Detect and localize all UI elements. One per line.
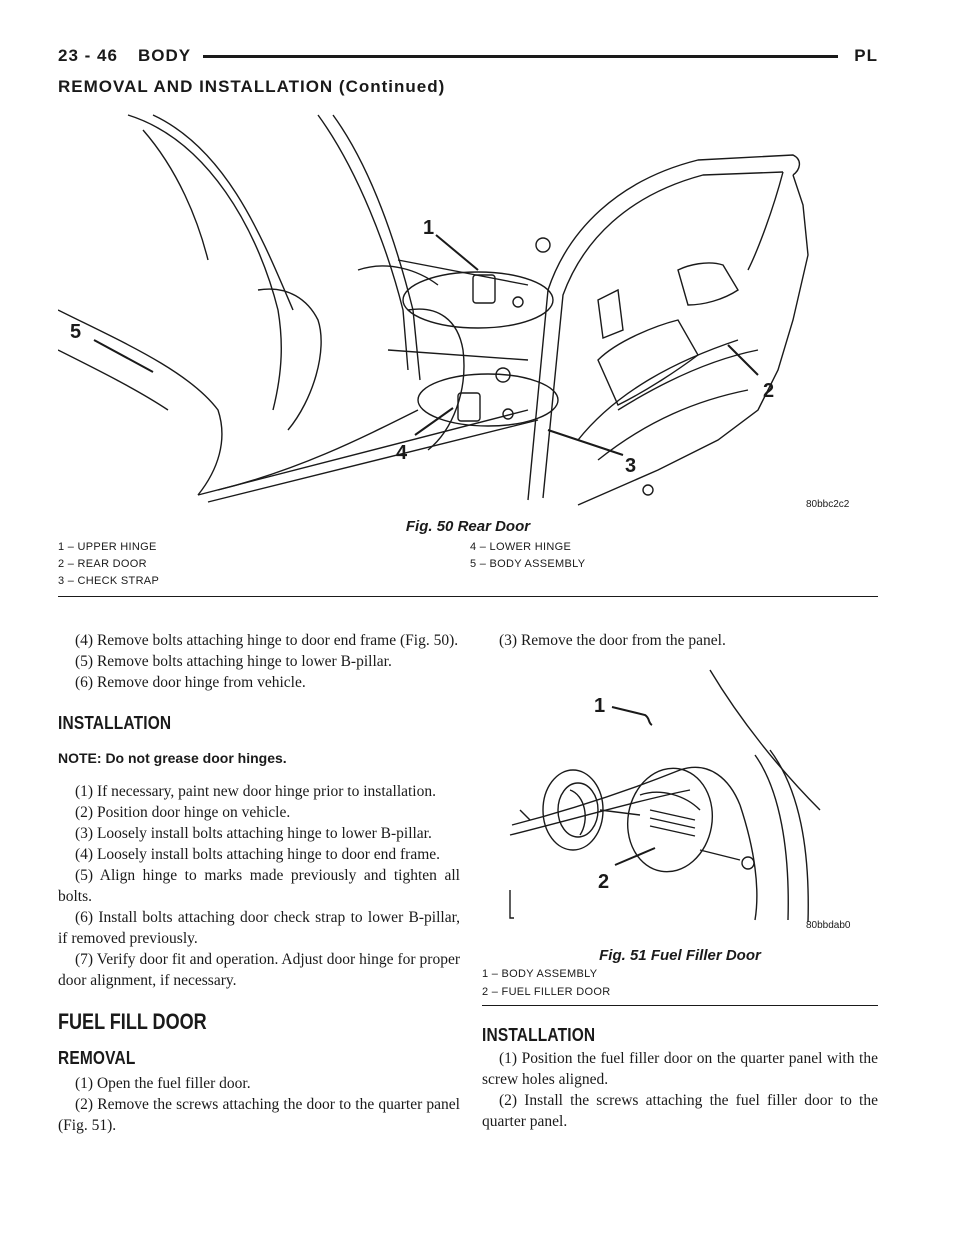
removal-step-6: (6) Remove door hinge from vehicle. [75,674,306,691]
removal-step: (1) Open the fuel filler door. [75,1075,251,1092]
fig50-callout-5: 5 [70,321,82,343]
fig50-callout-4: 4 [396,442,408,464]
left-column [58,630,460,1136]
fig50-legend-item: 4 – LOWER HINGE [470,541,572,553]
figure-51-illustration [490,660,870,930]
install-step: (1) If necessary, paint new door hinge prior to installation. [75,783,436,800]
fig50-legend-item: 1 – UPPER HINGE [58,541,157,553]
fig50-bottom-rule [58,596,878,597]
page-number: 23 - 46 [58,46,118,65]
install-step: (7) Verify door fit and operation. Adjust door hinge for proper door alignment, if necessary. [58,951,460,989]
removal-step-4: (4) Remove bolts attaching hinge to door end frame (Fig. 50). [75,632,459,649]
install-step: (6) Install bolts attaching door check strap to lower B-pillar, if removed previously. [58,909,460,947]
right-column-bottom [482,1025,878,1132]
install-step: (5) Align hinge to marks made previously and tighten all bolts. [58,867,460,905]
fig50-image-code: 80bbc2c2 [806,499,850,510]
fig51-legend-item: 1 – BODY ASSEMBLY [482,968,598,980]
page-header [58,46,878,76]
install-step: (2) Position door hinge on vehicle. [75,804,291,821]
fuel-installation-heading: INSTALLATION [482,1025,596,1045]
fuel-install-step: (1) Position the fuel filler door on the quarter panel with the screw holes aligned. [482,1050,878,1088]
header-rule [203,55,838,58]
removal-step: (2) Remove the screws attaching the door to the quarter panel (Fig. 51). [58,1096,460,1134]
install-step: (3) Loosely install bolts attaching hinge to lower B-pillar. [75,825,432,842]
fig50-callout-3: 3 [625,455,637,477]
fig51-image-code: 80bbdab0 [806,920,851,931]
fig50-legend-item: 5 – BODY ASSEMBLY [470,558,586,570]
fig50-legend-item: 2 – REAR DOOR [58,558,147,570]
note-text: NOTE: Do not grease door hinges. [58,750,287,766]
removal-heading: REMOVAL [58,1048,136,1068]
fig50-caption: Fig. 50 Rear Door [405,518,531,535]
fig51-legend-item: 2 – FUEL FILLER DOOR [482,986,611,998]
install-step: (4) Loosely install bolts attaching hinge to door end frame. [75,846,441,863]
fig51-bottom-rule [482,1005,878,1006]
fuel-fill-door-heading: FUEL FILL DOOR [58,1009,207,1034]
section-title: BODY [138,46,192,65]
fig51-caption: Fig. 51 Fuel Filler Door [599,947,761,964]
removal-step-3: (3) Remove the door from the panel. [499,632,726,649]
fig50-callout-2: 2 [763,380,775,402]
right-column-top [482,630,878,651]
fig51-callout-1: 1 [594,695,606,717]
fig51-callout-2: 2 [598,871,610,893]
fig50-callout-1: 1 [423,217,435,239]
installation-heading: INSTALLATION [58,713,172,733]
section-code: PL [854,46,878,65]
figure-50-illustration [58,110,878,510]
removal-step-5: (5) Remove bolts attaching hinge to lower B-pillar. [75,653,392,670]
fuel-install-step: (2) Install the screws attaching the fuel filler door to the quarter panel. [482,1092,878,1130]
fig50-legend-item: 3 – CHECK STRAP [58,575,160,587]
continued-title: REMOVAL AND INSTALLATION (Continued) [58,77,446,96]
